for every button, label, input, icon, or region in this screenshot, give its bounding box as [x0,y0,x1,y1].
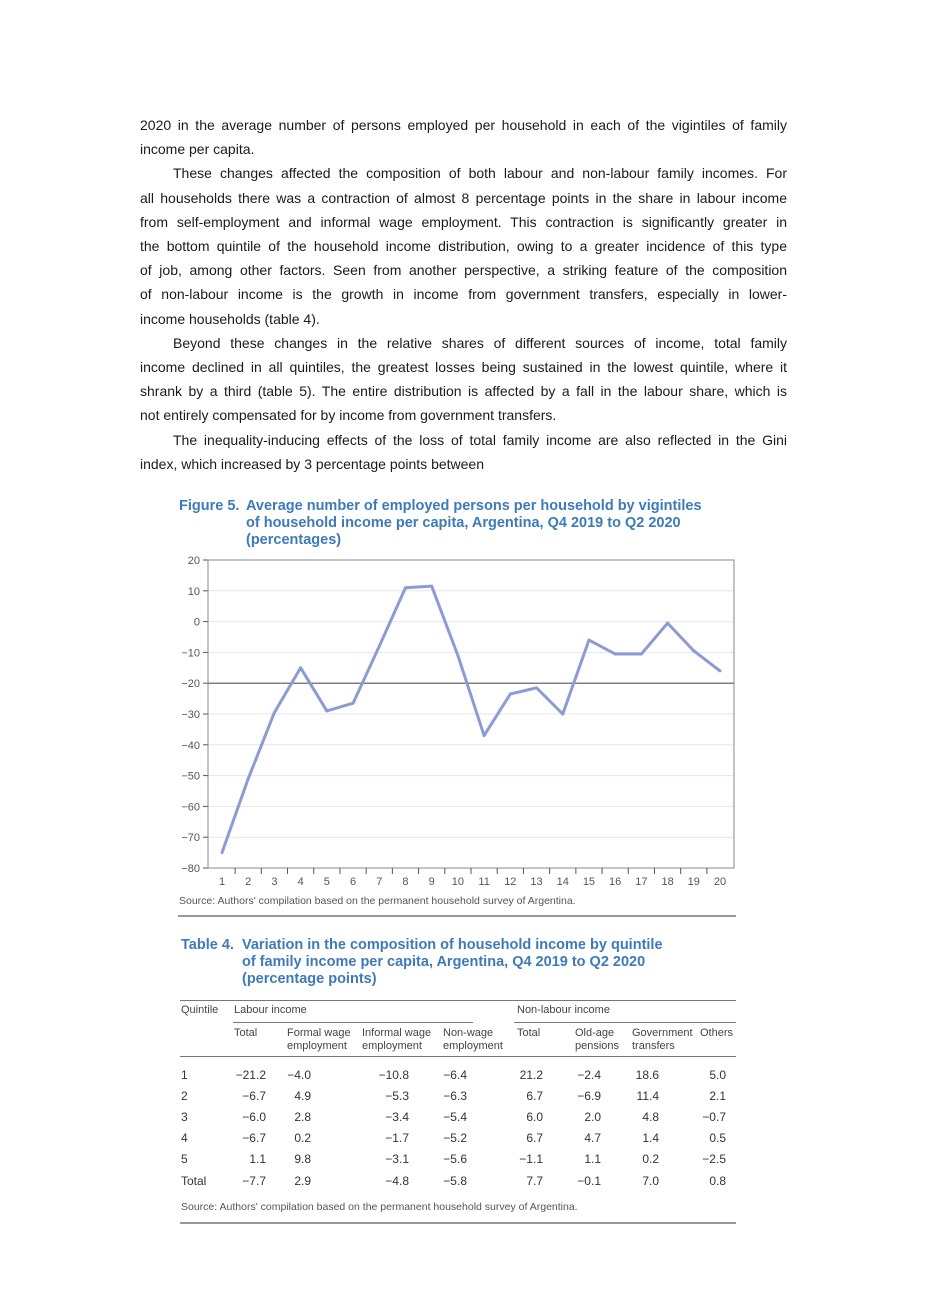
table-cell: −6.9 [577,1089,601,1103]
figure-title-line: Average number of employed persons per household by vigintiles [246,498,702,514]
header-nonlabour-income: Non-labour income [517,1004,610,1016]
table-cell: −3.1 [385,1152,409,1166]
table-cell: 0.8 [709,1174,726,1188]
header-quintile: Quintile [181,1004,219,1016]
table-cell: 2.0 [584,1110,601,1124]
text-line: of non-labour income is the growth in income from government transfers, especially in lower- [140,286,787,303]
table-cell: 2.8 [294,1110,311,1124]
paragraph [140,331,787,428]
y-tick-label: 20 [187,555,200,567]
text-line: Beyond these changes in the relative shares of different sources of income, total family [173,334,787,351]
data-point [404,586,407,589]
text-line: income declined in all quintiles, the greatest losses being sustained in the lowest quintile, where it [140,359,787,375]
table-cell: −5.2 [443,1131,467,1145]
figure-number: Figure 5. [179,498,240,514]
text-line: the bottom quintile of the household income distribution, owing to a greater incidence of this type [140,238,787,254]
x-tick-label: 7 [376,876,383,888]
subheader-line: employment [287,1040,347,1052]
table-cell: 5.0 [709,1068,726,1082]
y-tick-label: −60 [181,801,200,814]
table-cell: 4.8 [642,1110,659,1124]
figure-bottom-rule [178,915,736,917]
text-line: not entirely compensated for by income from government transfers. [140,407,557,424]
text-line: index, which increased by 3 percentage points between [140,455,484,472]
row-label: 2 [181,1089,188,1103]
subheader [443,1027,503,1053]
table-cell: −2.4 [577,1068,601,1082]
table-cell: −1.7 [385,1131,409,1145]
data-point [535,686,538,689]
subheader-line: employment [443,1040,503,1052]
x-tick-label: 1 [218,876,226,888]
table-cell: −6.4 [443,1068,467,1082]
subheader [632,1027,693,1053]
figure-title [179,498,702,549]
table-cell: 6.0 [526,1110,543,1124]
row-label: Total [181,1174,207,1188]
figure-source: Source: Authors' compilation based on the permanent household survey of Argentina. [179,895,576,907]
data-point [614,652,617,655]
text-line: income per capita. [140,141,255,158]
data-point [456,654,459,657]
x-tick-label: 15 [582,876,596,888]
table-title-line: Variation in the composition of household income by quintile [242,937,663,953]
plot-frame [208,560,734,868]
table-cell: 9.8 [294,1152,311,1166]
table-cell: 1.4 [642,1131,659,1145]
series-line [222,586,720,852]
data-point [509,692,512,695]
subheader-line: Old-age [575,1027,615,1039]
data-point [378,645,381,648]
table-cell: 0.2 [294,1131,311,1145]
data-point [273,711,276,714]
table-cell: 0.5 [709,1131,726,1145]
data-point [692,649,695,652]
table-cell: −10.8 [378,1068,409,1082]
x-tick-label: 20 [713,876,727,888]
data-point [325,709,328,712]
y-tick-label: 10 [187,585,200,598]
paragraph [140,161,787,330]
table-cell: −7.7 [242,1174,266,1188]
table-title [181,937,663,988]
table-cell: 7.7 [526,1174,543,1188]
subheader [362,1027,431,1053]
header-bottom-rule [180,1056,736,1057]
y-tick-label: −70 [181,832,200,845]
text-line: The inequality-inducing effects of the loss of total family income are also reflected in the Gini [173,431,787,448]
table-cell: −4.0 [287,1068,311,1082]
table-cell: 1.1 [584,1152,601,1166]
x-tick-label: 13 [530,876,543,888]
x-tick-label: 9 [428,876,435,888]
subheader [700,1027,733,1040]
x-tick-label: 12 [504,876,517,888]
table-cell: 7.0 [642,1174,659,1188]
x-tick-label: 10 [451,876,465,888]
table-cell: −5.6 [443,1152,467,1166]
data-point [561,713,564,716]
y-tick-label: −10 [181,647,200,660]
table-cell: −6.7 [242,1089,266,1103]
subheader-line: Total [517,1027,541,1039]
data-point [352,702,355,705]
y-tick-label: −30 [181,709,200,721]
table-cell: −6.3 [443,1089,467,1103]
y-tick-label: −80 [181,863,200,875]
y-tick-label: 0 [193,616,200,629]
row-label: 5 [181,1152,188,1166]
table-cell: −21.2 [235,1068,266,1082]
text-line: income households (table 4). [140,310,320,327]
table-cell: 0.2 [642,1152,659,1166]
text-line: all households there was a contraction of almost 8 percentage points in the share in labour income [140,189,787,206]
y-tick-label: −20 [181,678,200,691]
table-cell: −5.3 [385,1089,409,1103]
table-cell: −6.7 [242,1131,266,1145]
x-tick-label: 11 [478,876,490,888]
figure-title-line: (percentages) [246,532,342,548]
table-cell: −0.1 [577,1174,601,1188]
row-label: 1 [181,1068,188,1082]
text-line: from self-employment and informal wage employment. This contraction is significantly greater in [140,213,787,230]
table-cell: −4.8 [385,1174,409,1188]
x-tick-label: 8 [402,876,409,888]
data-point [430,585,433,588]
table-cell: 6.7 [526,1131,543,1145]
table-cell: −6.0 [242,1110,266,1124]
table-cell: −0.7 [702,1110,726,1124]
subheader-line: Total [234,1027,258,1039]
data-point [299,666,302,669]
data-point [221,851,224,854]
x-tick-label: 3 [271,876,278,888]
table-number: Table 4. [181,937,234,953]
x-tick-label: 18 [661,876,674,888]
x-tick-label: 5 [323,876,330,888]
row-label: 3 [181,1110,188,1124]
table-cell: −5.8 [443,1174,467,1188]
x-tick-label: 14 [556,876,569,888]
table-cell: 2.1 [709,1089,726,1103]
table-cell: 4.7 [584,1131,601,1145]
table-cell: 21.2 [519,1068,543,1082]
table-cell: −3.4 [385,1110,409,1124]
y-tick-label: −50 [181,770,200,783]
table-title-line: of family income per capita, Argentina, Q4 2019 to Q2 2020 [242,954,646,970]
figure-title-line: of household income per capita, Argentina, Q4 2019 to Q2 2020 [246,515,681,531]
subheader [517,1027,540,1040]
table-cell: 18.6 [635,1068,659,1082]
text-line: of job, among other factors. Seen from another perspective, a striking feature of the composition [140,262,787,279]
subheader-line: Informal wage [362,1027,432,1039]
data-point [587,639,590,642]
data-point [247,777,250,780]
table-cell: 1.1 [249,1152,266,1166]
table-top-rule [180,1000,736,1001]
table-cell: 2.9 [294,1174,311,1188]
table-cell: 4.9 [294,1089,311,1103]
x-tick-label: 6 [349,876,357,888]
table-title-line: (percentage points) [242,971,377,987]
text-line: These changes affected the composition of both labour and non-labour family incomes. For [173,165,787,182]
y-tick-label: −40 [181,739,200,752]
text-line: 2020 in the average number of persons employed per household in each of the vigintiles of family [140,117,787,133]
x-tick-label: 17 [635,876,648,888]
table-cell: 6.7 [526,1089,543,1103]
subheader-line: pensions [575,1040,620,1052]
table-cell: −2.5 [702,1152,726,1166]
row-label: 4 [181,1131,188,1145]
paragraph [140,428,787,476]
subheader [234,1027,257,1040]
text-line: shrank by a third (table 5). The entire distribution is affected by a fall in the labour share, which is [140,383,787,400]
subheader-line: Non-wage [443,1027,494,1039]
data-point [666,622,669,625]
x-tick-label: 2 [245,876,252,888]
data-point [719,669,722,672]
subheader-line: Government [632,1027,693,1039]
nonlabour-group-rule [514,1022,736,1023]
table-cell: −5.4 [443,1110,467,1124]
table-cell: −1.1 [519,1152,543,1166]
subheader-line: Others [700,1027,734,1039]
x-tick-label: 16 [609,876,622,888]
x-tick-label: 4 [297,876,304,888]
subheader-line: employment [362,1040,422,1052]
header-labour-income: Labour income [234,1004,307,1016]
subheader-line: Formal wage [287,1027,351,1039]
table-cell: 11.4 [636,1089,659,1103]
labour-group-rule [233,1022,473,1023]
subheader [575,1027,619,1053]
subheader-line: transfers [632,1040,675,1052]
paragraph [140,113,787,161]
data-point [483,734,486,737]
data-point [640,652,643,655]
x-tick-label: 19 [687,876,700,888]
table-source: Source: Authors' compilation based on the permanent household survey of Argentina. [181,1201,578,1213]
subheader [287,1027,351,1053]
table-bottom-rule [180,1222,736,1224]
